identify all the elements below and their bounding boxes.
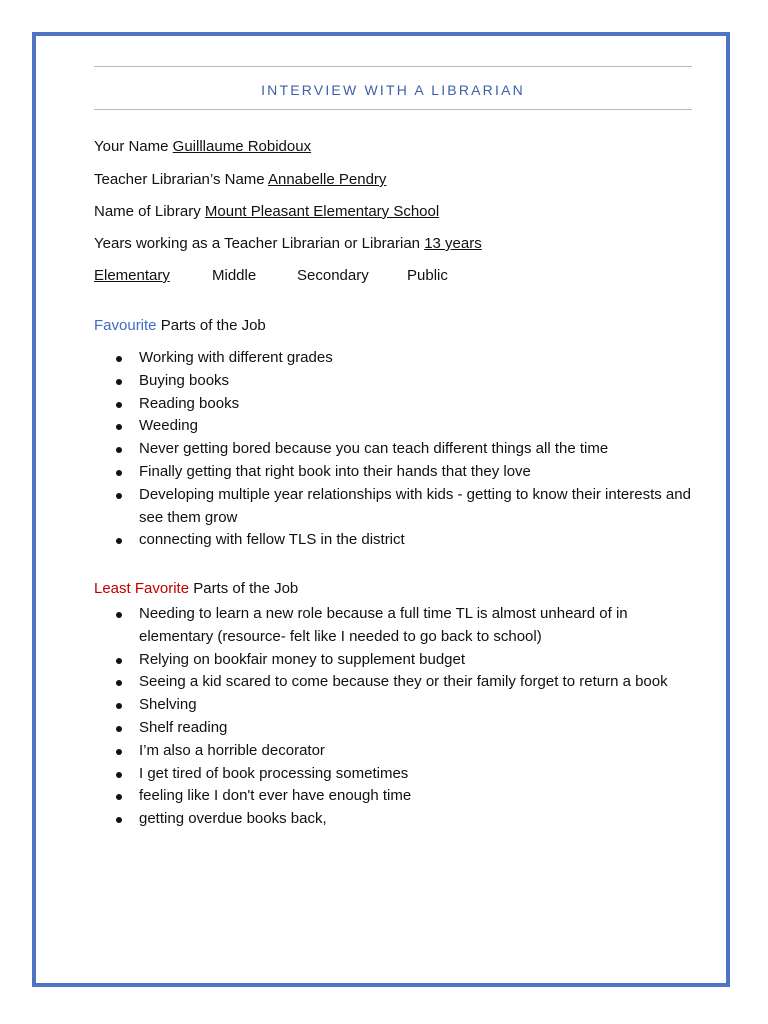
list-item	[94, 808, 694, 831]
list-item-text: Never getting bored because you can teach different things all the time	[139, 440, 609, 458]
bullet-icon	[116, 447, 122, 453]
library-name-label: Name of Library	[94, 203, 201, 220]
bullet-icon	[116, 749, 122, 755]
list-item-text: Reading books	[139, 394, 240, 412]
your-name-label: Your Name	[94, 138, 169, 155]
document-title: INTERVIEW WITH A LIBRARIAN	[261, 82, 525, 98]
bullet-icon	[116, 772, 122, 778]
list-item-text: feeling like I don't ever have enough time	[139, 787, 412, 805]
bullet-icon	[116, 470, 122, 476]
list-item	[94, 370, 694, 393]
bullet-icon	[116, 794, 122, 800]
years-working-value: 13 years	[424, 235, 482, 252]
teacher-librarian-value: Annabelle Pendry	[267, 171, 387, 188]
list-item	[94, 649, 694, 672]
list-item	[94, 694, 694, 717]
favourite-heading	[94, 317, 266, 334]
bullet-icon	[116, 424, 122, 430]
list-item	[94, 785, 694, 808]
list-item-text: Buying books	[139, 371, 230, 389]
bullet-icon	[116, 538, 122, 544]
library-name-field	[94, 203, 439, 220]
list-item-text: Developing multiple year relationships with kids - getting to know their interests and see them grow	[139, 485, 691, 526]
list-item	[94, 393, 694, 416]
bullet-icon	[116, 658, 122, 664]
list-item-text: I’m also a horrible decorator	[139, 741, 325, 759]
bullet-icon	[116, 612, 122, 618]
favourite-heading-rest: Parts of the Job	[160, 317, 266, 334]
list-item-text: Working with different grades	[139, 349, 333, 366]
teacher-librarian-field	[94, 171, 386, 188]
list-item	[94, 347, 694, 370]
level-middle: Middle	[212, 267, 257, 284]
list-item	[94, 740, 694, 763]
list-item-text: Needing to learn a new role because a full time TL is almost unheard of in elementary (resource- felt like I needed to go back to school)	[139, 605, 628, 645]
teacher-librarian-label: Teacher Librarian’s Name	[94, 171, 265, 188]
document-page	[32, 32, 730, 987]
bullet-icon	[116, 680, 122, 686]
list-item-text: connecting with fellow TLS in the district	[139, 531, 405, 549]
list-item-text: I get tired of book processing sometimes	[139, 764, 409, 782]
least-favorite-heading-rest: Parts of the Job	[193, 580, 299, 597]
list-item-text: Weeding	[139, 417, 198, 435]
bullet-icon	[116, 817, 122, 823]
level-elementary: Elementary	[94, 267, 170, 284]
bullet-icon	[116, 379, 122, 385]
list-item	[94, 529, 694, 552]
title-bottom-rule	[94, 109, 692, 110]
list-item-text: Finally getting that right book into their hands that they love	[139, 462, 531, 480]
your-name-value: Guilllaume Robidoux	[172, 138, 312, 155]
least-favorite-list	[94, 603, 694, 831]
list-item	[94, 438, 694, 461]
least-favorite-heading-accent: Least Favorite	[94, 580, 190, 597]
list-item	[94, 763, 694, 786]
list-item	[94, 603, 694, 649]
list-item	[94, 484, 694, 530]
list-item-text: Relying on bookfair money to supplement budget	[139, 650, 466, 668]
favourite-heading-accent: Favourite	[94, 317, 157, 334]
your-name-field	[94, 138, 311, 155]
list-item-text: getting overdue books back,	[139, 810, 327, 828]
list-item-text: Seeing a kid scared to come because they or their family forget to return a book	[139, 673, 668, 691]
favourite-list	[94, 347, 694, 552]
level-public: Public	[407, 267, 448, 284]
list-item-text: Shelf reading	[139, 718, 228, 736]
bullet-icon	[116, 703, 122, 709]
bullet-icon	[116, 356, 122, 362]
years-working-field	[94, 235, 482, 252]
bullet-icon	[116, 726, 122, 732]
least-favorite-heading	[94, 580, 298, 597]
list-item	[94, 415, 694, 438]
list-item	[94, 717, 694, 740]
level-secondary: Secondary	[297, 267, 369, 284]
years-working-label: Years working as a Teacher Librarian or Librarian	[94, 235, 421, 252]
list-item	[94, 461, 694, 484]
list-item	[94, 671, 694, 694]
title-top-rule	[94, 66, 692, 67]
library-name-value: Mount Pleasant Elementary School	[204, 203, 440, 220]
bullet-icon	[116, 493, 122, 499]
list-item-text: Shelving	[139, 696, 197, 714]
bullet-icon	[116, 402, 122, 408]
